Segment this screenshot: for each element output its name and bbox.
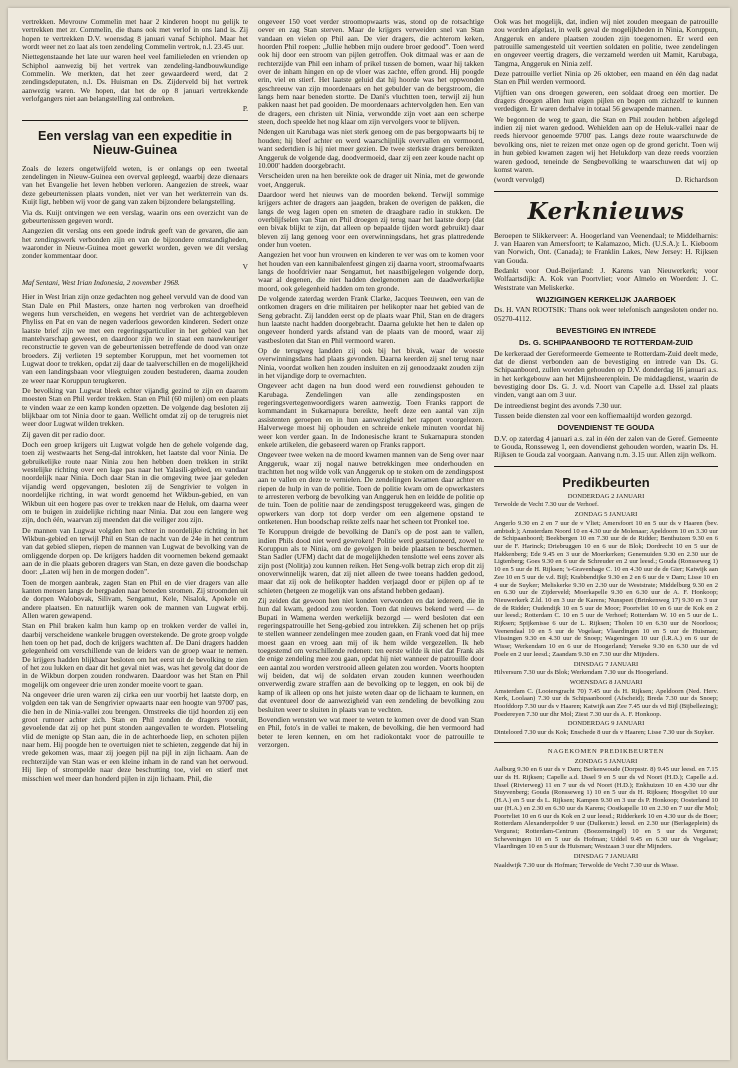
predik-day: DINSDAG 7 JANUARI xyxy=(573,853,639,861)
predik-text: Naaldwijk 7.30 uur ds Hofman; Terwolde de Vecht 7.30 uur ds Wisse. xyxy=(494,861,679,869)
body-paragraph: Zij gaven dit per radio door. xyxy=(22,429,105,439)
body-paragraph: Ongeveer acht dagen na hun dood werd een rouwdienst gehouden te Karubaga. Zendelingen van alle zendingsposten en regeringsvertegenwoordigers waren aanwezig. Toen Franks rapport de kommandant in Sukarnapura bereikte, heeft deze een aantal van zijn assistenten geroepen en in hun aanwezigheid het rapport voorgelezen. Halverwege moest hij ophouden en schreide enkele minuten voordat hij weer kon verder gaan. In de Indonesische krant te Sukarnapura stonden enkele artikelen, die gebaseerd waren op Franks rapport. xyxy=(258,381,484,449)
body-paragraph: Op de terugweg landden zij ook bij het bivak, waar de woeste overwinningsdans had plaats gevonden. Daarna keerden zij snel terug naar Ninia, voordat wolken hen zouden insluiten en zij genoodzaakt zouden zijn in het vijandige dorp te overnachten. xyxy=(258,346,484,381)
body-paragraph: Stan en Phil braken kalm hun kamp op en trokken verder de vallei in, daarbij verscheidene wankele bruggen overstekende. De grote groep volgde hen toen op het pad, doch de krijgers wachtten af. De Dani dragers hadden gelegenheid om verschillende van de leiders van de groep waar te nemen. De krijgers hadden blijkbaar besloten om het eerst uit de bevolking te zien of het zou lukken en daar dit het geval niet was, was het gevolg dat door de in de Wikbun dorpen zouden rondwaren. Daardoor was het Stan en Phil mogelijk om ongeveer drie uren zonder moeite voort te gaan. xyxy=(22,621,248,689)
author-name: D. Richardson xyxy=(675,175,718,185)
body-paragraph: De mannen van Lugwat volgden hen echter in noordelijke richting in het Wikbun-gebied en terwijl Phil en Stan de nacht van de 24e in het centrum van dat gebied sliepen, riepen de mannen van Lugwat de bevolking van de omliggende dorpen op. De krijgers hadden dit voornemen bekend gemaakt aan de in die plaats geboren dragers van Stan, en deze gaven die boodschap door: „Laten wij hen in de morgen doden”. xyxy=(22,525,248,577)
article-headline: Een verslag van een expeditie in Nieuw-Guinea xyxy=(38,128,232,157)
intro-paragraph-1: vertrekken. Mevrouw Commelin met haar 2 kinderen hoopt nu gelijk te vertrekken met zr. Commelin, die thans ook met verlof in ons land is. Zij hopen te vertrekken D.V. woensdag 8 januari vanaf Schiphol. Maar het wordt weer net zo laat als toen zendeling Commelin vertrok, n.l. 23.45 uur. xyxy=(22,18,248,52)
body-paragraph: ongeveer 150 voet verder stroomopwaarts was, stond op de rotsachtige oever en zag Stan sterven. Maar de krijgers verweiden snel van Stan vandaan en vielen op Phil aan. De vier dragers, die achterom keken, hoorden Phil roepen: „Jullie hebben mijn oudere broer gedood”. Toen werd ook hij door een stroom van pijlen getroffen. Ook ditmaal was er aan de rechterzijde van Phil een inham of prikel tussen de bomen, waar hij takken over de inham hingen en op de vloer was zachte, effen grond. Hij poogde erin, viel en stierf. Het laatste geluid dat hij hoorde was het oppwonden geschreeuw van zijn moordenaars en het gebulder van de bergstroom, die langs hem naar beneden stortte. De Dani's vluchtten toen, terwijl zij hun pakken naast het pad gooiden. De moordenaars achtervolgden hen. Een van de dragers, een christen uit Ninia, verwondde zijn voet aan een scherpe steen, doch speelde het nog klaar om zijn vervolgers voor te blijven. xyxy=(258,18,484,127)
article-intro-signature: V xyxy=(242,261,248,271)
body-paragraph: Ongeveer twee weken na de moord kwamen mannen van de Seng over naar Anggeruk, waar zij nogal nauwe betrekkingen mee onderhouden en trachtten het nog wilde volk van Anggeruk op te stoken om de zendingspost aan te vallen en deze te vernielen. De zendelingen kwamen daar achter en riepen de hulp in van de politie. Toen de politie kwam om de opwerkasters te arresteren verborg de bevolking van Anggeruk hen en leidde de politie op de tuin. Toen de politie naar de zendingspost teruggekeerd was, gingen de opwerkers van dorp tot dorp verder om een algemene opstand te ontketenen. Hun boodschap reikte zelfs naar het scheen tot Pronkel toe. xyxy=(258,450,484,526)
bevestiging-text: De intreedienst begint des avonds 7.30 uur. xyxy=(494,400,622,410)
body-paragraph: Daardoor werd het nieuws van de moorden bekend. Terwijl sommige krijgers achter de dragers aan jaagden, braken de overigen de pakken, die langs de weg lagen open en smeten de draagbare radio in stukken. De overblijfselen van Stan en Phil droegen zij terug naar het laatste dorp (dat een bivak blijkt te zijn, dat alleen op bepaalde tijden wordt gebruikt) daar bleven zij lang genoeg voor een overwinningsdans, het gras plattredende onder hun voeten. xyxy=(258,189,484,249)
article-intro-paragraph: Aangezien dit verslag ons een goede indruk geeft van de gevaren, die aan het zendingswerk verbonden zijn en van de bijzondere omstandigheden, waaronder in Nieuw-Guinea moet gewerkt worden, geven we dit verslag zonder kommentaar door. xyxy=(22,226,248,261)
predikbeurten-title: Predikbeurten xyxy=(562,474,650,490)
body-paragraph: De volgende zaterdag werden Frank Clarke, Jacques Teeuwen, een van de ontkomen dragers en drie militairen per helikopter naar het gebied van de Seng gebracht. Zij landden eerst op de plaats waar Phil, Stan en de dragers hun laatste nacht hadden doorgebracht. Daarna gelukte het hen te dalen op ongeveer honderd yards afstand van de plaats van de moord, waar zij vastbesloten dat Stan en Phil vermoord waren. xyxy=(258,294,484,345)
column-2 xyxy=(258,18,484,1048)
body-paragraph: We begonnen de weg te gaan, die Stan en Phil zouden hebben afgelegd indien zij niet waren gedood. Wehielden aan op de Heluk-vallei naar de reeds hiervoor genoemde 9700' pas. Langs deze route waarschuwde de bevolking ons, niet te reizen met onze ogen op de grond gericht. Toen wij in hun gebied kwamen zagen wij het Helukdorp van deze reeds voorzien waren gedood, teneinde de Sengbevolking te waarschuwen dat wij op komst waren. xyxy=(494,114,718,174)
body-paragraph: Vijftien van ons droegen geweren, een soldaat droeg een mortier. De dragers droegen allen hun eigen pijlen en bogen om zichzelf te kunnen verdedigen. Er waren derhalve in totaal 56 gewapende mannen. xyxy=(494,87,718,114)
predik-text: Amsterdam C. (Looiersgracht 70) 7.45 uur ds H. Rijksen; Apeldoorn (Ned. Herv. Kerk, Loolaan) 7.30 uur ds Schipaanboord (Afscheid); Breda 7.30 uur ds Snoep; Hoofddorp 7.30 uur ds v Haaren; Katwijk aan Zee 7.45 uur ds vd Bijl (Bijbellezing); Poedereyen 7.30 uur dhr Mol; Ziest 7.30 uur ds A. F. Honkoop. xyxy=(494,687,718,718)
predik-text: Hilversum 7.30 uur ds Blok; Werkendam 7.30 uur ds Hoogerland. xyxy=(494,669,669,677)
body-paragraph: Zij zeiden dat gewoon hen niet konden verwonden en dat iedereen, die in hun dal kwam, gedood zou worden. Toen dat nieuws bekend werd — de Bupati in Wamena werden werkelijk bezorgd — werd besloten dat een regeringspatrouille het Seng-gebied zou intrekken. Zij schenen het op prijs te stellen wanneer zendelingen mee zouden gaan, en Frank voed dat hij mee moest gaan en vroeg aan mij of ik hem wilde vergezellen. Ik heb toegestemd om verschillende redenen: ten eerste wilde ik niet dat Frank als de enige zendeling mee zou gaan, opdat hij niet wanneer de patrouille door een aantal zou worden verstrooid alleen gelaten zou worden. Voorts hoopten wij beiden, dat wij de soldaten ervan zouden kunnen weerhouden onverwerdig zware straffen aan de bevolking op te leggen, en ook bij de kamp of ik alleen op ons het juiste weten daar op de lichaam te kunnen, en dat eventueel door de aanwezigheid van een zendeling de bevolking zou besluiten weer te sluiten in plaats van te vechten. xyxy=(258,596,484,714)
column-3 xyxy=(494,18,718,1048)
article-signature xyxy=(494,176,718,184)
dateline: Maf Sentani, West Irian Indonesia, 2 november 1968. xyxy=(22,277,180,287)
newspaper-page xyxy=(8,8,730,1060)
intro-signature: P. xyxy=(242,104,248,114)
bevestiging-heading: BEVESTIGING EN INTREDE xyxy=(556,325,656,335)
predik-text: Angerlo 9.30 en 2 en 7 uur de v Vliet; Amersfoort 10 en 5 uur ds v Haaren (bev. ambtsdr.); Amsterdam Noord 10 en 4.30 uur de Molenaar; Apeldoorn 10 en 3.30 uur de Schipaanboord; Beekbergen 10 en 7.30 uur de de Ridder; Benthuizen 9.30 en 6 uur de F. Harinck; Driebruggen 10 en 6 uur de Blok; Dordrecht 10 en 5 uur de Hakkenberg; Ede 9.45 en 3 uur de Moerkerken; Genemuiden 9.30 en 2.30 uur de Ligtenberg; Goes 9.30 en 6 uur de Schreuder en 2 uur leesd.; Gouda (Ronsseweg 1) 10 en 5 uur de H. Rijksen; 's-Gravenhage C. 10 en 4.30 uur de de Gier; Katwijk aan Zee 10 en 5 uur de v.d. Bijl; Krabbendijke 9.30 en 2 en 6 uur de v Dam; Lisse 10 en 4 uur de Suyker; Meliskerke 9.30 en 2.30 uur de Weststrate; Middelburg 9.30 en 2 en 6.30 uur de Zijderveld; Moerkapelle 9.30 en 6.30 uur de A. F. Honkoop; Nieuwerkerk Z.ld. 10 en 3 uur de Karens; Nunspeet (Brinkenweg 17) 9.30 en 3 uur de de Ridder; Oudendijk 10 en 5 uur de Moor; Poortvliet 10 en 6 uur de Kok en 2 uur leesd.; Rotterdam C. 10 en 5 uur de Verhoef; Rotterdam W. 10 en 5 uur de L. Rijksen; Spijkenisse 6 uur de L. Rijksen; Tholen 10 en 6.30 uur de Noorloos; Veenendaal 10 en 5 uur de Vogelaar; Vlaardingen 10 en 5 uur de Huisman; Vlissingen 9.30 en 4.30 uur de Snoep; Wageningen 10 uur (l.R.A.) en 6 uur de Wisse; Werkendam 10 en 6 uur de Hoogerland; Yerseke 9.30 en 6.30 uur de vd Poele en 2 uur leesd.; Zaandam 9.30 en 7.30 uur dhr Mijnders. xyxy=(494,519,718,658)
bevestiging-text: Tussen beide diensten zal voor een koffiemaaltijd worden gezorgd. xyxy=(494,411,692,421)
wijziging-heading: WIJZIGINGEN KERKELIJK JAARBOEK xyxy=(535,294,677,304)
predik-day: DONDERDAG 9 JANUARI xyxy=(567,720,645,728)
bevestiging-text: De kerkeraad der Gereformeerde Gemeente te Rotterdam-Zuid deelt mede, dat de dienst verbonden aan de bevestiging en intrede van Ds. G. Schipaanboord, zullen worden gehouden op D.V. donderdag 16 januari a.s. in het kerkgebouw aan het Mijnsheerenplein. De middagdienst, waarin de bevestiging door Ds. G. J. v.d. Noort van Capelle a.d. IJssel zal plaats vinden, vangt aan om 3 uur. xyxy=(494,348,718,400)
body-paragraph: Ook was het mogelijk, dat, indien wij niet zouden meegaan de patrouille zou worden afgelast, in welk geval de mogelijkheden in Ninia, Koruppun, Anggeruk en andere plaatsen zouden zijn toegenomen. Er werd een patrouille samengesteld uit veertien soldaten en politie, twee zendelingen en ongeveer veertig dragers, die verzameld werden uit Mamit, Karubaga, Tangma, Anggeruk en Ninia zelf. xyxy=(494,18,718,68)
body-paragraph: Toen de morgen aanbrak, zagen Stan en Phil en de vier dragers van alle kanten mensen langs de bergpaden naar beneden stromen. Zij stroomden uit de dorpen Walobovak, Silivam, Sengamut, Kele, Nisalok, Apokele en andere plaatsen. En natuurlijk waren ook de mannen van Lugwat erbij. Allen waren gewapend. xyxy=(22,577,248,620)
body-paragraph: Hier in West Irian zijn onze gedachten nog geheel vervuld van de dood van Stan Dale en Phil Masters, onze harten nog verbroken van droefheid wegens hun verscheiden, en wegens het verdriet van de achtergebleven Phyliss en Pat en van de negen vaderloos geworden kinderen. Sedert onze laatste brief zijn we met een regeringsparticulier in het gebied van het mantelvarschap geweest, en daardoor zijn we in staat een nauwkeuriger reconstructie te geven van de gebeurtenissen betreffende de dood van onze broeders. Zij verlieten 19 september Koruppun, met het voornemen tot Lugwat door te trekken, opdat zij daar de taalverschillen en de mogelijkheid van een landingsbaan voor vliegtuigen zouden bestuderen, daarna zouden ze weer naar Koruppun terugkeren. xyxy=(22,292,248,385)
body-paragraph: Verscheiden uren na hen bereikte ook de drager uit Ninia, met de gewonde voet, Anggeruk. xyxy=(258,171,484,189)
predik-text: Aalburg 9.30 en 6 uur ds v Dam; Berkenwoude (Dorpsstr. 8) 9.45 uur leesd. en 7.15 uur ds H. Rijksen; Capelle a.d. IJssel 9 en 5 uur ds vd Noort (H.D.); Capelle a.d. IJssel (Rivierweg) 11 en 7 uur ds vd Noort (H.D.); Enkhuizen 10 en 4.30 uur dhr Stuyvenberg; Gouda (Ronsseweg 1) 10 en 5 uur ds H. Rijksen; Hoogvliet 10 uur (H.A.) en 5 uur ds L. Rijksen; Kampen 9.30 en 3 uur ds P. Honkoop; Oosterland 10 uur (H.A.) en 2.30 en 6.30 uur ds Karens; Oostkapelle 10 en 2.30 en 7 uur dhr Mol; Poortvliet 10 en 6 uur ds Kok en 2 uur leesd.; Ridderkerk 10 en 4.30 uur ds de Boer; Rotterdam Alexanderpolder 9 uur (Dulkerstr.) leesd. en 2.30 uur (Berlageplein) ds Vergunst; Rotterdam-Centrum (Boezemsingel) 10 en 5 uur ds Vergunst; Scheveningen 10 en 5 uur ds Hofman; Uddel 9.45 en 6.30 uur ds Vogelaar; Vlaardingen 10 en 5 uur ds Huisman; Westzaan 3 uur dhr Mijnders. xyxy=(494,766,718,851)
divider xyxy=(494,191,718,192)
wijziging-text: Ds. H. VAN ROOTSIK: Thans ook weer telefonisch aangesloten onder no. 05270-4112. xyxy=(494,305,718,323)
predik-text: Terwolde de Vecht 7.30 uur de Verhoef. xyxy=(494,501,599,509)
body-paragraph: De bevolking van Lugwat bleek echter vijandig gezind te zijn en daarom moesten Stan en Phil verder trekken. Stan en Phil (60 mijlen) om een plaats te vinden waar ze een kamp konden opzetten. De volgende dag besloten zij blijkbaar om tot Ninia door te gaan. Wellicht omdat zij op de terugreis niet weer door Lugwat wilden trekken. xyxy=(22,386,248,429)
intro-paragraph-2: Niettegenstaande het late uur waren heel veel familieleden en vrienden op Schiphol aanwezig bij het vertrek van zendeling-landbouwkundige Commelin. We merkten, dat het zeer gewaardeerd werd, dat 2 zendingsdeputaten, n.l. Ds. Huisman en Ds. Zijderveld bij het vertrek aanwezig waren. We hopen, dat het de op 8 januari vertrekkende verlofgangers niet aan belangstelling zal ontbreken. xyxy=(22,52,248,104)
divider xyxy=(494,742,718,743)
body-paragraph: Deze patrouille verliet Ninia op 26 oktober, een maand en één dag nadat Stan en Phil werden vermoord. xyxy=(494,69,718,87)
divider xyxy=(494,466,718,467)
predik-text: Dinteloord 7.30 uur ds Kok; Enschede 8 uur ds v Haaren; Lisse 7.30 uur ds Suyker. xyxy=(494,729,715,737)
predik-day: DONDERDAG 2 JANUARI xyxy=(567,492,645,500)
bevestiging-subheading: Ds. G. SCHIPAANBOORD TE ROTTERDAM-ZUID xyxy=(518,338,694,348)
article-intro-paragraph: Via ds. Kuijt ontvingen we een verslag, waarin ons een overzicht van de gebeurtenissen gegeven wordt. xyxy=(22,207,248,225)
body-paragraph: Aangezien het voor hun vrouwen en kinderen te ver was om te komen voor het houden van een kannibalenfeest gingen zij daarna voort, stroomafwaarts langs de hoofdrivier naar Sengamut, het naastbijgelegen volgende dorp, waar al degenen, die niet hadden deelgenomen aan de daadwerkelijke moord, ook gelegenheid hadden om ten gronde. xyxy=(258,250,484,293)
dovendienst-text: D.V. op zaterdag 4 januari a.s. zal in één der zalen van de Geref. Gemeente te Gouda, Ronsseweg 1, een dovendienst gehouden worden, waarin Ds. H. Rijksen te Gouda zal voorgaan. Aanvang n.m. 3.15 uur. Allen zijn welkom. xyxy=(494,433,718,460)
body-paragraph: Doch een groep krijgers uit Lugwat volgde hen de gehele volgende dag, toen zij westwaarts het Seng-dal introkken, het laatste dal voor Ninia. De gebruikelijke route naar Ninia zou hen hebben doen trekken in strikt westelijke richting over een lage pas naar het Yalasili-gebied, en vandaar noordelijk naar Ninia. Doch daar Stan in die omgeving twee jaar geleden vijandig werd opgevangen, besloten zij de Sengrivier te volgen in noordelijke richting, in wat wordt genoemd het Wikbun-gebied, en van Wikbun uit een hogere pas over te trekken naar de Heluk, om daarna weer om te buigen in zuidelijke richting naar Ninia. Dat zou een langere weg zijn, doch één, waarvan zij meenden dat die veiliger zou zijn. xyxy=(22,440,248,525)
predik-day: ZONDAG 5 JANUARI xyxy=(574,757,638,765)
predik-day: WOENSDAG 8 JANUARI xyxy=(569,678,643,686)
to-be-continued: (wordt vervolgd) xyxy=(494,175,545,185)
predik-day: ZONDAG 5 JANUARI xyxy=(574,511,638,519)
divider xyxy=(22,120,248,121)
dovendienst-heading: DOVENDIENST TE GOUDA xyxy=(557,423,655,433)
body-paragraph: Na ongeveer drie uren waren zij cirka een uur voorbij het laatste dorp, en volgden een tak van de Sengrivier opwaarts naar een hoogte van 9700' pas, die hen in de Ninia-vallei zou brengen. Omstreeks die tijd hoorden zij een groot rumoer achter zich. Stan en Phil zonden de dragers vooruit, gevoelende dat zij op het punt stonden aangevallen te worden. Plotseling vlid de menigte op Stan aan, die in de achterhoede liep, en schoten pijlen naar hem. Hij poogde hen te overtuigen niet te schieten, zeggende dat hij in vrede gekomen was, maar zij joegen pijl na pijl in zijn lichaam. Aan de rechterzijde van Stan was er een kleine inham in de rand van het oerwoud. Hij liep of strompelde naar deze beschutting toe, viel en stierf met misschien wel meer dan honderd pijlen in zijn lichaam. Phil, die xyxy=(22,690,248,783)
body-paragraph: Te Koruppun dreigde de bevolking de Dani's op de post aan te vallen, indien Phils dood niet werd gewroken! Politie werd gestationeerd, zowel te Koruppun als te Ninia, om de gevolgen in beide plaatsen te beschermen. Stan Sadler (UFM) dacht dat de mogelijkheden tenslotte wel eens zover als zijn post (Nolitja) zou kunnen reiken. Het Seng-volk betrap zich erop dit zij onoverwinnelijk waren, dat zij niet alleen de twee toeans hadden gedood, maar dat zij ook de helikopter hadden verjaagd door er pijlen op af te schieten (hetgeen ze mogelijk van ons afstand hebben gedaan). xyxy=(258,527,484,595)
article-intro-paragraph: Zoals de lezers ongetwijfeld weten, is er onlangs op een tweetal zendelingen in Nieuw-Guinea een overval gepleegd, waarbij deze dienaars van het Evangelie het leven hebben verloren. Aangezien de streek, waar deze gebeurtenissen plaats vonden, niet ver van het werkterrein van ds. Kuijt ligt, hebben wij voor de gang van zaken bijzondere belangstelling. xyxy=(22,163,248,207)
predik-day: DINSDAG 7 JANUARI xyxy=(573,660,639,668)
nagekomen-heading: NAGEKOMEN PREDIKBEURTEN xyxy=(547,747,665,755)
body-paragraph: Bovendien wensten we wat meer te weten te komen over de dood van Stan en Phil, foto's in de vallei te maken, de bevolking, die hen vermoord had beter te leren kennen, en om het radiokontakt voor de patrouille te verzorgen. xyxy=(258,714,484,749)
kerknieuws-title: Kerknieuws xyxy=(527,197,685,225)
beroepen-text: Beroepen te Slikkerveer: A. Hoogerland van Veenendaal; te Middelharnis: J. van Haaren van Amersfoort; te Kalamazoo, Mich. (U.S.A.): L. Kieboom van Norwich, Ont. (Canada); te Franklin Lakes, New Jersey: H. Rijksen van Gouda. xyxy=(494,230,718,265)
body-paragraph: Ndengen uit Karubaga was niet sterk genoeg om de pas bergopwaarts bij te houden; hij bleef achter en werd waarschijnlijk overvallen en vermoord, want sedertdien is hij niet meer gezien. De twee sterkste dragers bereikten Anggeruk de volgende dag, doodvermoeid, daar zij een zeer koude nacht op 10.000' hadden doorgebracht. xyxy=(258,127,484,170)
column-1 xyxy=(22,18,248,1048)
bedankt-text: Bedankt voor Oud-Beijerland: J. Karens van Nieuwerkerk; voor Wolfaartsdijk: A. Kok van Poortvliet; voor Almelo en Woerden: J. C. Weststrate van Meliskerke. xyxy=(494,265,718,292)
